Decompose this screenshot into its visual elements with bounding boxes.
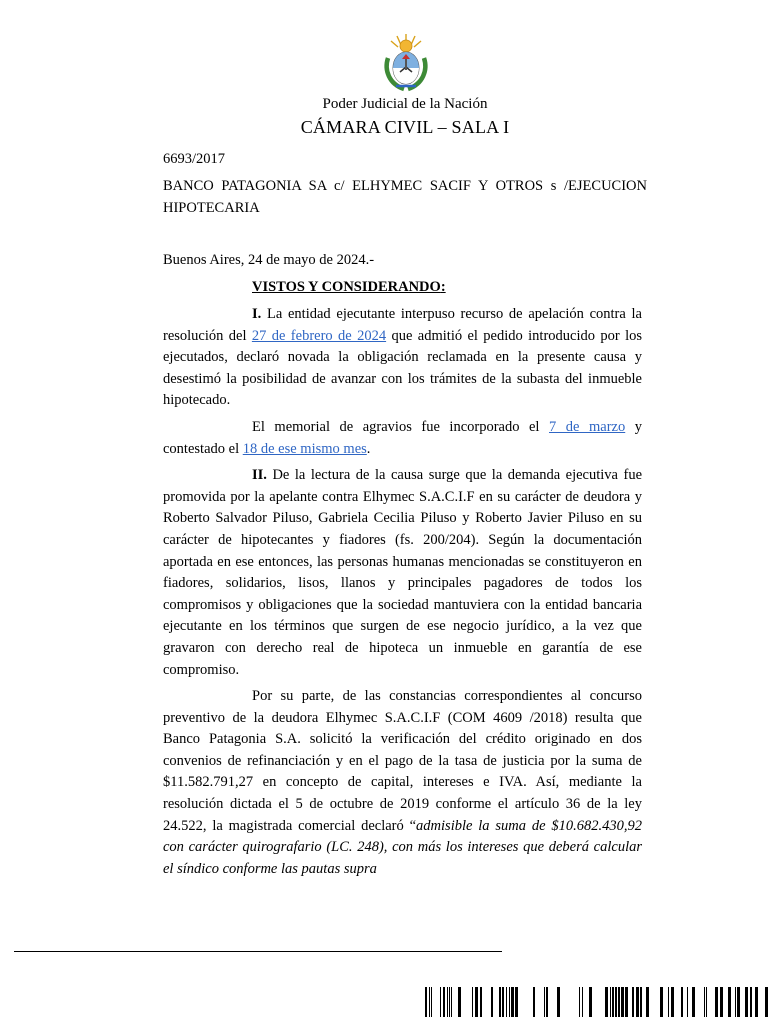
paragraph-3 (163, 465, 642, 681)
case-number: 6693/2017 (163, 151, 226, 167)
roman-numeral-1: I. (252, 306, 262, 322)
barcode-image (425, 987, 768, 1017)
institution-header: Poder Judicial de la Nación (322, 96, 488, 112)
paragraph-4 (163, 686, 642, 880)
roman-numeral-2: II. (252, 467, 267, 484)
argentina-seal-icon (380, 32, 432, 92)
date-link-7-marzo[interactable]: 7 de marzo (549, 418, 626, 435)
case-caption: BANCO PATAGONIA SA c/ ELHYMEC SACIF Y OTROS s /EJECUCION HIPOTECARIA (163, 178, 647, 216)
paragraph-1 (163, 304, 642, 412)
paragraph-2 (163, 417, 642, 460)
date-link-27-febrero[interactable]: 27 de febrero de 2024 (251, 327, 387, 344)
paragraph-4-text: Por su parte, de las constancias correspondientes al concurso preventivo de la deudora Elhymec S.A.C.I.F (COM 4609 /2018) resulta que Banco Patagonia S.A. solicitó la verificación del crédito originado en dos convenios de refinanciación y en el pago de la tasa de justicia por la suma de $11.582.791,27 en concepto de capital, intereses e IVA. Así, mediante la resolución dictada el 5 de octubre de 2019 conforme el artículo 36 de la ley 24.522, la magistrada comercial declaró “ (163, 688, 642, 834)
paragraph-3-text: De la lectura de la causa surge que la demanda ejecutiva fue promovida por la apelante contra Elhymec S.A.C.I.F en su carácter de deudora y Roberto Salvador Piluso, Gabriela Cecilia Piluso y Roberto Javier Piluso en su carácter de hipotecantes y fiadores (fs. 200/204). Según la documentación aportada en ese entonces, las personas humanas mencionadas se constituyeron en fiadores, solidarios, lisos, llanos y principales pagadores de todos los compromisos y obligaciones que la sociedad mantuviera con la entidad bancaria ejecutante en los términos que surgen de ese negocio jurídico, a la vez que gravaron con derecho real de hipoteca un inmueble en garantía de ese compromiso. (163, 467, 642, 678)
paragraph-2-text-b: y contestado el (163, 418, 643, 457)
paragraph-4-quote: admisible la suma de $10.682.430,92 con carácter quirografario (LC. 248), con más los intereses que deberá calcular el síndico conforme las pautas supra (163, 817, 642, 877)
paragraph-1-text-a: La entidad ejecutante interpuso recurso de apelación contra la resolución del (163, 306, 642, 344)
date-link-18-mismo-mes[interactable]: 18 de ese mismo mes (242, 440, 367, 457)
footer-divider (14, 951, 502, 952)
resolution-body (163, 304, 642, 885)
paragraph-2-text-c: . (366, 440, 371, 457)
section-heading-colon: : (440, 279, 446, 295)
paragraph-1-text-b: que admitió el pedido introducido por los ejecutados, declaró novada la obligación reclamada en la presente causa y desestimó la posibilidad de avanzar con los trámites de la subasta del inmueble hipotecado. (163, 327, 642, 409)
section-heading (252, 279, 446, 296)
date-line: Buenos Aires, 24 de mayo de 2024.- (163, 252, 375, 268)
coat-of-arms-emblem (380, 32, 432, 92)
section-heading-text: VISTOS Y CONSIDERANDO (252, 279, 441, 295)
paragraph-2-text-a: El memorial de agravios fue incorporado el (252, 418, 549, 435)
chamber-title: CÁMARA CIVIL – SALA I (300, 117, 510, 137)
